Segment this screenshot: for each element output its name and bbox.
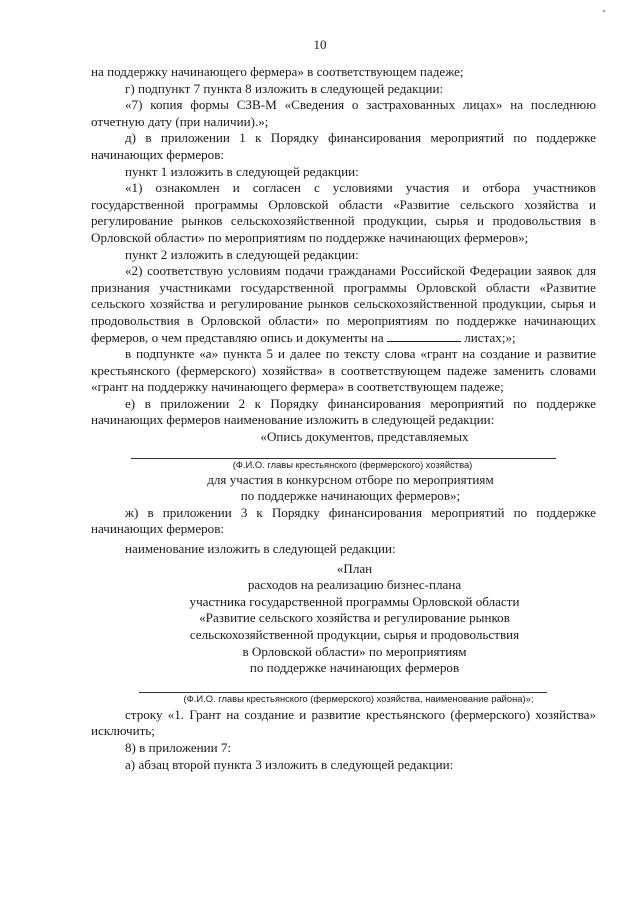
- title-line-2: расходов на реализацию бизнес-плана: [247, 577, 462, 593]
- paragraph-6: «1) ознакомлен и согласен с условиями участия и отбора участников государственной программы Орловской области «Развитие сельского хозяйства и регулирование рынков сельскохозяйственной продукции, сырья и продовольствия в Орловской области» по мероприятиям по поддержке начинающих фермеров»;: [91, 180, 596, 245]
- title-line-3: участника государственной программы Орловской области: [189, 593, 520, 609]
- paragraph-3: «7) копия формы СЗВ-М «Сведения о застрахованных лицах» на последнюю отчетную дату (при наличии).»;: [91, 97, 596, 129]
- paragraph-12b: по поддержке начинающих фермеров»;: [240, 488, 461, 504]
- paragraph-14: наименование изложить в следующей редакции:: [125, 541, 396, 557]
- paragraph-16: 8) в приложении 7:: [125, 739, 232, 755]
- blank-line: [387, 331, 461, 342]
- paragraph-7: пункт 2 изложить в следующей редакции:: [125, 246, 359, 262]
- paragraph-9: в подпункте «а» пункта 5 и далее по тексту слова «грант на создание и развитие крестьянского (фермерского) хозяйства» в соответствующем падеже заменить словами «грант на поддержку начинающего фермера» в соответствующем падеже;: [91, 346, 596, 395]
- paragraph-8-end: листах;»;: [460, 329, 516, 345]
- paragraph-12a: для участия в конкурсном отборе по мероприятиям: [207, 471, 494, 487]
- paragraph-2: г) подпункт 7 пункта 8 изложить в следующей редакции:: [125, 80, 444, 96]
- paragraph-15: строку «1. Грант на создание и развитие крестьянского (фермерского) хозяйства» исключить;: [91, 706, 596, 739]
- title-line-5: сельскохозяйственной продукции, сырья и продовольствия: [189, 627, 520, 642]
- paragraph-11: «Опись документов, представляемых: [260, 429, 469, 445]
- title-line-1: «План: [336, 560, 373, 576]
- paragraph-8-text: «2) соответствую условиям подачи гражданами Российской Федерации заявок для признания участниками государственной программы Орловской области «Развитие сельского хозяйства и регулирование рынков сельскохозяйственной продукции, сырья и продовольствия в Орловской области» по мероприятиям по поддержке начинающих фермеров, о чем представляю опись и документы на: [91, 263, 596, 345]
- signature-caption-1: (Ф.И.О. главы крестьянского (фермерского) хозяйства): [232, 458, 473, 470]
- paragraph-4: д) в приложении 1 к Порядку финансирования мероприятий по поддержке начинающих фермеров:: [91, 130, 596, 162]
- title-line-4: «Развитие сельского хозяйства и регулирование рынков: [199, 610, 510, 626]
- paragraph-13: ж) в приложении 3 к Порядку финансирования мероприятий по поддержке начинающих фермеров:: [91, 504, 596, 537]
- paragraph-8: [91, 263, 596, 346]
- title-line-6: в Орловской области» по мероприятиям: [242, 643, 467, 659]
- paragraph-10: е) в приложении 2 к Порядку финансирования мероприятий по поддержке начинающих фермеров наименование изложить в следующей редакции:: [91, 395, 596, 428]
- paragraph-17: а) абзац второй пункта 3 изложить в следующей редакции:: [125, 756, 454, 772]
- signature-caption-2: (Ф.И.О. главы крестьянского (фермерского) хозяйства, наименование района)»;: [183, 692, 534, 704]
- page-number: 10: [313, 37, 327, 52]
- title-line-7: по поддержке начинающих фермеров: [249, 660, 460, 676]
- document-body: [91, 64, 596, 773]
- paragraph-1: на поддержку начинающего фермера» в соответствующем падеже;: [91, 64, 464, 79]
- paragraph-5: пункт 1 изложить в следующей редакции:: [125, 163, 359, 179]
- scan-mark: [603, 10, 605, 12]
